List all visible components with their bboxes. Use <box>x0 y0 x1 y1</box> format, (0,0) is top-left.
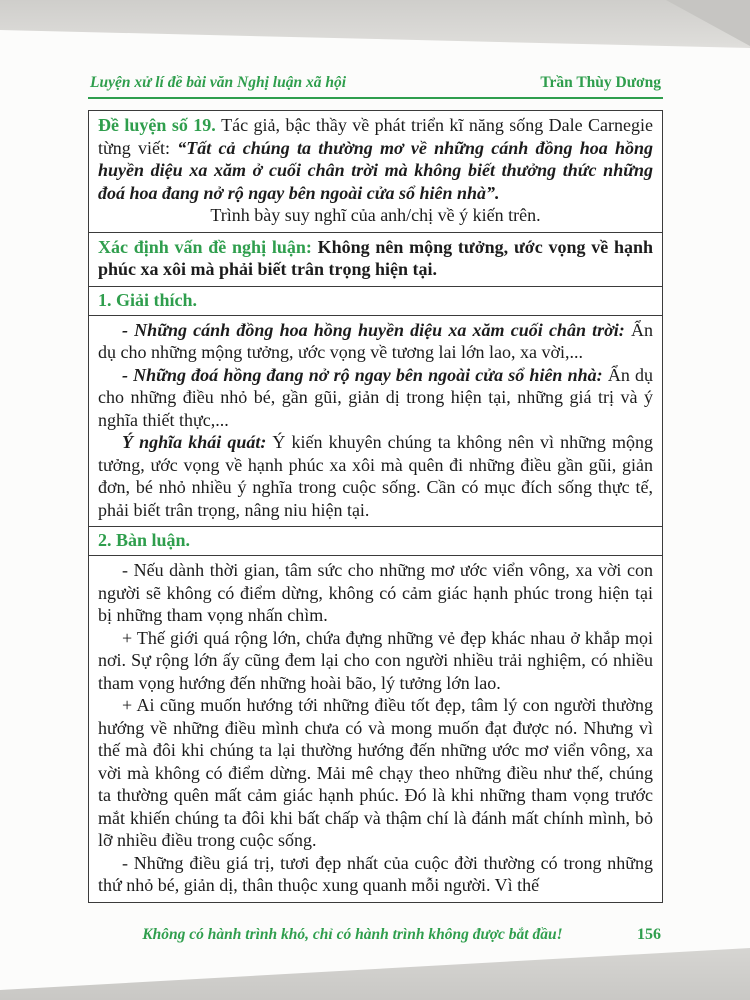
section-discuss <box>89 555 662 902</box>
problem-task: Trình bày suy nghĩ của anh/chị về ý kiến trên. <box>210 205 541 225</box>
explain-point-2-text: Ẩn dụ cho những điều nhỏ bé, gần gũi, giản dị trong hiện tại, những giá trị và ý nghĩa thiết thực,... <box>98 364 653 430</box>
discuss-point-3: + Ai cũng muốn hướng tới những điều tốt đẹp, tâm lý con người thường hướng về những điều mình chưa có và mong muốn đạt được nó. Nhưng vì thế mà đôi khi chúng ta lại thường hướng đến những ước mơ viển vông, xa vời mà không có điểm dừng. Mải mê chạy theo những điều như thế, chúng ta thường quên mất cảm giác hạnh phúc. Đó là khi những tham vọng trước mắt khiến chúng ta đôi khi bất chấp và thậm chí là đánh mất chính mình, bỏ lỡ nhiều điều trong cuộc sống. <box>98 695 653 850</box>
thesis-text: Không nên mộng tưởng, ước vọng về hạnh phúc xa xôi mà phải biết trân trọng hiện tại. <box>98 236 653 279</box>
footer-page-number: 156 <box>637 925 661 943</box>
problem-paragraph <box>98 114 653 204</box>
page-footer <box>88 926 663 944</box>
footer-quote: Không có hành trình khó, chỉ có hành trình không được bắt đầu! <box>142 925 563 943</box>
explain-point-2 <box>98 364 653 432</box>
section-problem <box>89 111 662 232</box>
problem-quote: “Tất cả chúng ta thường mơ về những cánh đồng hoa hồng huyền diệu xa xăm ở cuối chân trời mà không biết thưởng thức những đoá hoa đang nở rộ ngay bên ngoài cửa sổ hiên nhà”. <box>98 137 654 203</box>
discuss-point-2: + Thế giới quá rộng lớn, chứa đựng những vẻ đẹp khác nhau ở khắp mọi nơi. Sự rộng lớn ấy cũng đem lại cho con người nhiều trải nghiệm, có nhiều tham vọng hướng đến những hoài bão, lý tưởng lớn lao. <box>98 627 653 693</box>
scan-artifact-bottom <box>0 940 750 1000</box>
header-divider <box>88 97 663 99</box>
discuss-point-1: - Nếu dành thời gian, tâm sức cho những mơ ước viển vông, xa vời con người sẽ không có điểm dừng, không có cảm giác hạnh phúc trong hiện tại bị những tham vọng nhấn chìm. <box>98 560 653 625</box>
section-explain <box>89 315 662 527</box>
explain-point-1-text: Ẩn dụ cho những mộng tưởng, ước vọng về tương lai lớn lao, xa vời,... <box>98 319 654 362</box>
explain-point-1 <box>98 319 653 364</box>
explain-summary-text: Ý kiến khuyên chúng ta không nên vì những mộng tưởng, ước vọng về hạnh phúc xa xôi mà quên đi những điều gần gũi, giản đơn, bé nhỏ nhiều ý nghĩa trong cuộc sống. Cần có mục đích sống thực tế, phải biết trân trọng, nâng niu hiện tại. <box>98 432 653 520</box>
problem-label: Đề luyện số 19. <box>98 115 222 135</box>
thesis-label: Xác định vấn đề nghị luận: <box>98 236 318 257</box>
problem-intro: Tác giả, bậc thầy về phát triển kĩ năng sống Dale Carnegie từng viết: <box>98 115 653 158</box>
explain-point-2-lead: - Những đoá hồng đang nở rộ ngay bên ngoài cửa sổ hiên nhà: <box>122 364 603 385</box>
section-explain-header <box>89 286 662 315</box>
section-thesis <box>89 232 662 286</box>
header-author: Trần Thùy Dương <box>540 74 661 91</box>
discuss-header-label: 2. Bàn luận. <box>98 530 191 550</box>
scan-artifact-top <box>0 0 750 60</box>
explain-summary-lead: Ý nghĩa khái quát: <box>122 432 267 452</box>
section-discuss-header <box>89 526 662 555</box>
discuss-point-4: - Những điều giá trị, tươi đẹp nhất của cuộc đời thường có trong những thứ nhỏ bé, giản dị, thân thuộc xung quanh mỗi người. Vì thế <box>98 852 653 895</box>
thesis-paragraph <box>98 236 653 281</box>
content-table <box>88 110 663 903</box>
header-title: Luyện xử lí đề bài văn Nghị luận xã hội <box>90 74 347 91</box>
explain-point-1-lead: - Những cánh đồng hoa hồng huyền diệu xa xăm cuối chân trời: <box>122 319 625 340</box>
explain-header-label: 1. Giải thích. <box>98 289 198 310</box>
explain-summary <box>98 431 653 521</box>
document-page <box>88 74 663 944</box>
page-header <box>88 74 663 92</box>
